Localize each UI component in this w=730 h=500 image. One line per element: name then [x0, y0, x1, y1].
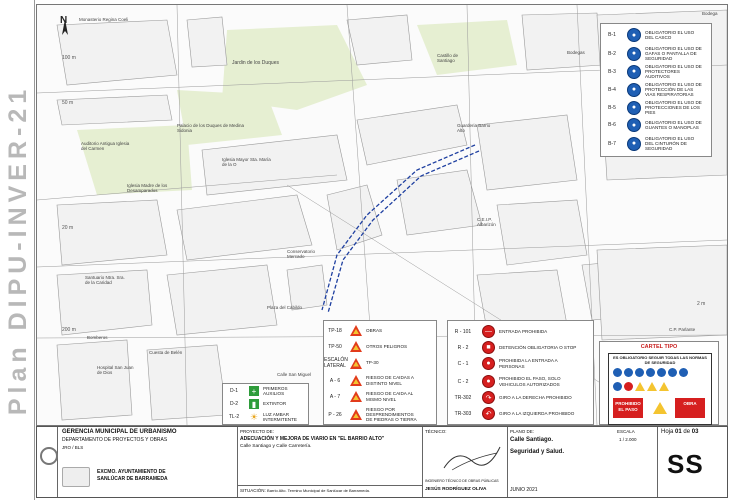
sign-code: TR-303	[454, 410, 472, 417]
elevation-label: 20 m	[62, 225, 74, 231]
sign-text: OBLIGATORIO EL USO DE GUANTES O MANOPLAS	[645, 119, 702, 130]
place-label: Plaza del Cabildo	[267, 305, 303, 310]
place-label: C.P. Parlante	[669, 327, 696, 332]
tecnico-role: INGENIERO TÉCNICO DE OBRAS PÚBLICAS	[425, 479, 499, 483]
ayuntamiento-line-1: EXCMO. AYUNTAMIENTO DE	[97, 469, 166, 475]
stop-icon: ■	[482, 341, 495, 354]
no-entry-icon: —	[482, 325, 495, 338]
place-label: Palacio de los Duques de Medina Sidonia	[177, 123, 245, 133]
sign-code: TP-18	[328, 327, 342, 334]
proyecto-title: ADECUACIÓN Y MEJORA DE VIARIO EN "EL BARRIO ALTO"	[240, 436, 385, 442]
elevation-label: 200 m	[62, 327, 76, 333]
project-cell	[237, 427, 423, 497]
sign-text: PROHIBIDO EL PASO, SOLO VEHICULOS AUTORIZADOS	[499, 376, 561, 387]
signature-icon	[442, 443, 502, 473]
sign-text: PRIMEROS AUXILIOS	[263, 386, 288, 397]
proyecto-subtitle: Calle Santiago y Calle Carretería.	[240, 444, 312, 449]
cartel-title: CARTEL TIPO	[640, 344, 678, 350]
sign-code: TP-50	[328, 343, 342, 350]
place-label: Santuario Ntra. Sra. de la Caridad	[85, 275, 125, 285]
divider	[237, 485, 422, 486]
no-entry-icon	[624, 382, 633, 391]
hoja-number: 01	[675, 429, 682, 435]
place-label: Monasterio Regina Coeli	[79, 17, 129, 22]
sign-code: B-4	[608, 86, 616, 93]
goggles-icon	[624, 368, 633, 377]
mask-icon: ●	[627, 83, 641, 97]
ayuntamiento-line-2: SANLÚCAR DE BARRAMEDA	[97, 476, 168, 482]
plano-cell	[507, 427, 658, 497]
cartel-board	[608, 353, 712, 425]
plano-title: Calle Santiago.	[510, 437, 554, 443]
org-cell	[57, 427, 238, 497]
sign-code: ESCALÓN LATERAL	[324, 357, 348, 369]
falling-rocks-icon	[350, 409, 362, 420]
cartel-subtitle: ES OBLIGATORIO SEGUIR TODAS LAS NORMAS DE SEGURIDAD	[613, 355, 707, 365]
sign-code: P - 26	[328, 411, 342, 418]
place-label: Bomberos	[87, 335, 108, 340]
hoja-label: Hoja	[661, 429, 674, 435]
first-aid-icon: +	[249, 386, 259, 396]
place-label: Cuesta de Belén	[149, 350, 183, 355]
logo-icon	[40, 447, 58, 465]
legend-warning	[323, 320, 437, 425]
sign-code: B-6	[608, 122, 616, 128]
title-block	[36, 426, 728, 498]
place-label: Calle San Miguel	[277, 372, 312, 377]
cartel-blue-row	[613, 368, 688, 377]
sign-code: TR-302	[454, 394, 472, 401]
sign-text: PROHIBIDA LA ENTRADA A PERSONAS	[499, 358, 558, 369]
elevation-label: 2 m	[697, 301, 706, 307]
tecnico-name: JESÚS RODRÍGUEZ OLIVA	[425, 487, 487, 492]
place-label: Hospital San Juan de Dios	[97, 365, 134, 375]
danger-warning-icon	[350, 341, 362, 352]
sign-text: OBLIGATORIO EL USO DE PROTECCIONES DE LOS PIES	[645, 100, 702, 116]
hoja-line	[661, 429, 698, 435]
ear-protection-icon	[635, 368, 644, 377]
escala-value: 1 / 2.000	[619, 437, 637, 442]
sign-text: LUZ AMBAR INTERMITENTE	[263, 412, 297, 423]
place-label: Castillo de Santiago	[437, 53, 459, 63]
place-label: Iglesia Madre de los Desamparados	[127, 183, 168, 193]
sign-text: RIESGO DE CAIDA AL MISMO NIVEL	[366, 391, 414, 402]
fall-height-icon	[350, 375, 362, 386]
helmet-icon	[613, 382, 622, 391]
plano-subtitle: Seguridad y Salud.	[510, 449, 565, 455]
sign-code: TL-2	[228, 414, 240, 421]
warning-icon	[659, 382, 669, 391]
trip-hazard-icon	[350, 391, 362, 402]
legend-prohibition	[447, 320, 594, 425]
sign-text: GIRO A LA DERECHA PROHIBIDO	[499, 394, 572, 400]
sign-code: B-5	[608, 104, 616, 111]
sign-text: DETENCIÓN OBLIGATORIA O STOP	[499, 344, 577, 350]
hoja-total: 03	[691, 429, 699, 435]
cartel-tipo	[599, 341, 719, 425]
elevation-label: 100 m	[62, 55, 76, 61]
place-label: Jardin de los Duques	[232, 60, 279, 66]
sign-code: B-1	[608, 32, 616, 38]
cartel-row-2	[613, 382, 669, 391]
harness-icon	[679, 368, 688, 377]
sign-text: OBRAS	[366, 327, 383, 333]
place-label: Auditorio Antigua Iglesia del Carmen	[81, 141, 130, 151]
north-label: N	[60, 15, 68, 26]
sign-text: RIESGO POR DESPRENDIMIENTOS DE PIEDRAS O TIERRA	[366, 407, 417, 423]
tecnico-label: TÉCNICO:	[425, 429, 447, 434]
prohibido-paso-plate: PROHIBIDO EL PASO	[613, 398, 643, 418]
sidebar	[0, 0, 35, 500]
plano-label: PLANO DE:	[510, 429, 535, 434]
org-name: GERENCIA MUNICIPAL DE URBANISMO	[62, 429, 177, 435]
sign-text: OBLIGATORIO EL USO DE PROTECTORES AUDITIVOS	[645, 64, 702, 80]
sign-code: D-1	[229, 388, 239, 395]
org-dept: DEPARTAMENTO DE PROYECTOS Y OBRAS	[62, 437, 168, 443]
warning-icon	[647, 382, 657, 391]
sign-code: B-2	[608, 50, 616, 57]
ear-protection-icon: ●	[627, 65, 641, 79]
legend-epi	[600, 23, 712, 157]
sign-text: OBLIGATORIO EL USO DE GAFAS O PANTALLA DE SEGURIDAD	[645, 46, 702, 62]
sign-text: ENTRADA PROHIBIDA	[499, 328, 548, 334]
sign-text: GIRO A LA IZQUIERDA PROHIBIDO	[499, 410, 575, 416]
harness-icon: ●	[627, 137, 641, 151]
elevation-label: 50 m	[62, 100, 74, 106]
works-warning-icon	[350, 325, 362, 336]
boots-icon: ●	[627, 101, 641, 115]
situacion-label: SITUACIÓN:	[240, 488, 266, 493]
sign-code: R - 101	[454, 328, 472, 335]
logo-cell	[37, 427, 58, 497]
helmet-icon	[613, 368, 622, 377]
tecnico-cell	[422, 427, 508, 497]
sign-code: A - 6	[329, 377, 341, 384]
place-label: Iglesia Mayor Sta. María de la O	[222, 157, 271, 167]
boots-icon	[657, 368, 666, 377]
place-label: Bodegas	[567, 50, 585, 55]
sign-code: B-7	[608, 140, 616, 147]
warning-icon	[635, 382, 645, 391]
no-pedestrians-icon: ●	[482, 357, 495, 370]
sign-text: OBLIGATORIO EL USO DE PROTECCIÓN DE LAS VIAS RESPIRATORIAS	[645, 82, 702, 98]
sign-code: C - 1	[457, 360, 469, 367]
legend-emergency	[222, 383, 309, 425]
coat-of-arms-icon	[62, 467, 90, 487]
sign-text: OTROS PELIGROS	[366, 343, 408, 349]
obra-plate: OBRA	[675, 398, 705, 418]
situacion-line	[240, 488, 370, 493]
goggles-icon: ●	[627, 47, 641, 61]
place-label: Bodega	[702, 11, 718, 16]
place-label: Conservatorio Mercado	[287, 249, 316, 259]
plan-code: SS	[667, 449, 704, 479]
hoja-de: de	[683, 429, 691, 435]
escala-label: ESCALA	[617, 429, 635, 434]
no-vehicles-icon: ●	[482, 375, 495, 388]
helmet-icon: ●	[627, 28, 641, 42]
sign-code: D-2	[229, 401, 239, 407]
sign-text: TP-30	[366, 360, 379, 366]
situacion-text: Barrio Alto. Termino Municipal de Sanlúcar de Barrameda.	[267, 488, 370, 493]
gloves-icon: ●	[627, 118, 641, 132]
place-label: C.E.I.P. Albarizón	[477, 217, 496, 227]
gloves-icon	[668, 368, 677, 377]
amber-light-icon: ☀	[249, 411, 259, 422]
place-label: Guarderia Barrio Alto	[457, 123, 491, 133]
no-left-turn-icon: ↶	[482, 407, 495, 420]
sign-text: RIESGO DE CAIDAS A DISTINTO NIVEL	[366, 375, 414, 386]
sign-code: R - 2	[457, 344, 469, 351]
works-warning-icon	[653, 402, 667, 414]
sign-code: B-3	[608, 68, 616, 75]
sign-text: EXTINTOR	[263, 401, 287, 407]
step-warning-icon	[350, 358, 362, 369]
sign-text: OBLIGATORIO EL USO DEL CASCO	[645, 29, 695, 40]
vertical-plan-title: Plan DIPU-INVER-21	[4, 84, 32, 416]
extinguisher-icon: ▮	[249, 399, 259, 409]
sign-code: C - 2	[457, 378, 469, 385]
sign-text: OBLIGATORIO EL USO DEL CINTURÓN DE SEGURIDAD	[645, 136, 695, 152]
map-frame[interactable]	[36, 4, 728, 426]
proyecto-label: PROYECTO DE:	[240, 429, 274, 434]
no-right-turn-icon: ↷	[482, 391, 495, 404]
sign-code: A - 7	[329, 393, 341, 400]
mask-icon	[646, 368, 655, 377]
hoja-cell	[657, 427, 727, 497]
fecha: JUNIO 2021	[510, 487, 538, 493]
cartel-middle	[647, 398, 673, 418]
org-initials: JRO / BLS	[62, 445, 84, 450]
